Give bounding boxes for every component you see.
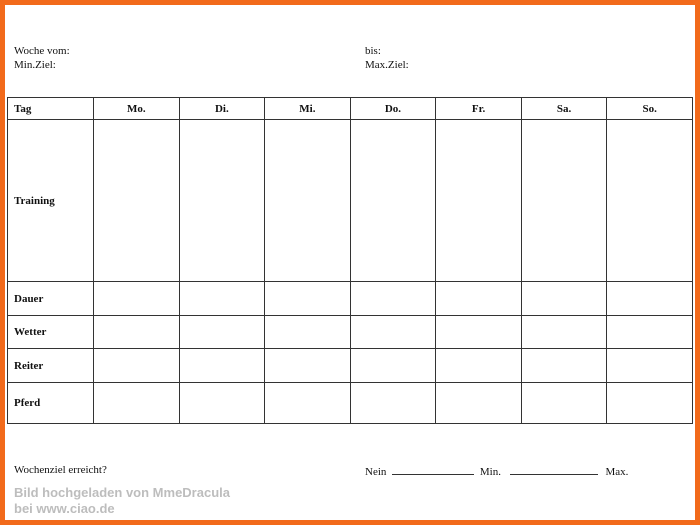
table-cell[interactable] bbox=[607, 120, 693, 282]
table-cell[interactable] bbox=[436, 316, 522, 349]
min-label: Min. bbox=[479, 466, 501, 478]
week-from-label: Woche vom: bbox=[14, 45, 70, 57]
table-cell[interactable] bbox=[350, 120, 436, 282]
table-cell[interactable] bbox=[607, 316, 693, 349]
table-cell[interactable] bbox=[179, 383, 265, 424]
table-cell[interactable] bbox=[94, 120, 180, 282]
to-label: bis: bbox=[365, 45, 381, 57]
table-header-row bbox=[8, 98, 693, 120]
table-cell[interactable] bbox=[436, 120, 522, 282]
table-cell[interactable] bbox=[521, 120, 607, 282]
table-cell[interactable] bbox=[94, 316, 180, 349]
weekly-goal-question: Wochenziel erreicht? bbox=[14, 464, 107, 476]
row-label-horse: Pferd bbox=[8, 383, 94, 424]
table-cell[interactable] bbox=[94, 383, 180, 424]
table-cell[interactable] bbox=[436, 349, 522, 383]
table-cell[interactable] bbox=[265, 282, 351, 316]
header-cell-thu: Do. bbox=[350, 98, 436, 120]
watermark-line-2: bei www.ciao.de bbox=[14, 501, 115, 516]
max-goal-label: Max.Ziel: bbox=[365, 59, 409, 71]
table-cell[interactable] bbox=[607, 383, 693, 424]
table-cell[interactable] bbox=[265, 349, 351, 383]
header-cell-tue: Di. bbox=[179, 98, 265, 120]
no-blank-line[interactable] bbox=[392, 464, 474, 475]
table-cell[interactable] bbox=[179, 120, 265, 282]
header-cell-fri: Fr. bbox=[436, 98, 522, 120]
max-label: Max. bbox=[605, 466, 629, 478]
table-cell[interactable] bbox=[521, 349, 607, 383]
table-cell[interactable] bbox=[350, 316, 436, 349]
table-cell[interactable] bbox=[94, 349, 180, 383]
table-cell[interactable] bbox=[521, 282, 607, 316]
table-cell[interactable] bbox=[436, 383, 522, 424]
table-cell[interactable] bbox=[179, 316, 265, 349]
table-cell[interactable] bbox=[350, 349, 436, 383]
table-row-training bbox=[8, 120, 693, 282]
table-cell[interactable] bbox=[179, 349, 265, 383]
row-label-duration: Dauer bbox=[8, 282, 94, 316]
min-goal-label: Min.Ziel: bbox=[14, 59, 56, 71]
min-blank-line[interactable] bbox=[510, 464, 598, 475]
table-cell[interactable] bbox=[350, 383, 436, 424]
header-cell-wed: Mi. bbox=[265, 98, 351, 120]
table-cell[interactable] bbox=[265, 383, 351, 424]
header-cell-sun: So. bbox=[607, 98, 693, 120]
table-cell[interactable] bbox=[265, 316, 351, 349]
table-cell[interactable] bbox=[436, 282, 522, 316]
weekly-goal-answer bbox=[365, 464, 628, 479]
row-label-rider: Reiter bbox=[8, 349, 94, 383]
table-row-rider bbox=[8, 349, 693, 383]
header-cell-sat: Sa. bbox=[521, 98, 607, 120]
table-cell[interactable] bbox=[94, 282, 180, 316]
table-cell[interactable] bbox=[521, 383, 607, 424]
table-cell[interactable] bbox=[607, 282, 693, 316]
table-row-horse bbox=[8, 383, 693, 424]
table-cell[interactable] bbox=[350, 282, 436, 316]
header-cell-mon: Mo. bbox=[94, 98, 180, 120]
row-label-training: Training bbox=[8, 120, 94, 282]
table-cell[interactable] bbox=[265, 120, 351, 282]
row-label-weather: Wetter bbox=[8, 316, 94, 349]
header-cell-day: Tag bbox=[8, 98, 94, 120]
table-cell[interactable] bbox=[607, 349, 693, 383]
table-row-duration bbox=[8, 282, 693, 316]
table-row-weather bbox=[8, 316, 693, 349]
watermark-line-1: Bild hochgeladen von MmeDracula bbox=[14, 485, 230, 500]
table-cell[interactable] bbox=[521, 316, 607, 349]
training-plan-table bbox=[7, 97, 693, 424]
no-label: Nein bbox=[365, 466, 387, 478]
table-cell[interactable] bbox=[179, 282, 265, 316]
